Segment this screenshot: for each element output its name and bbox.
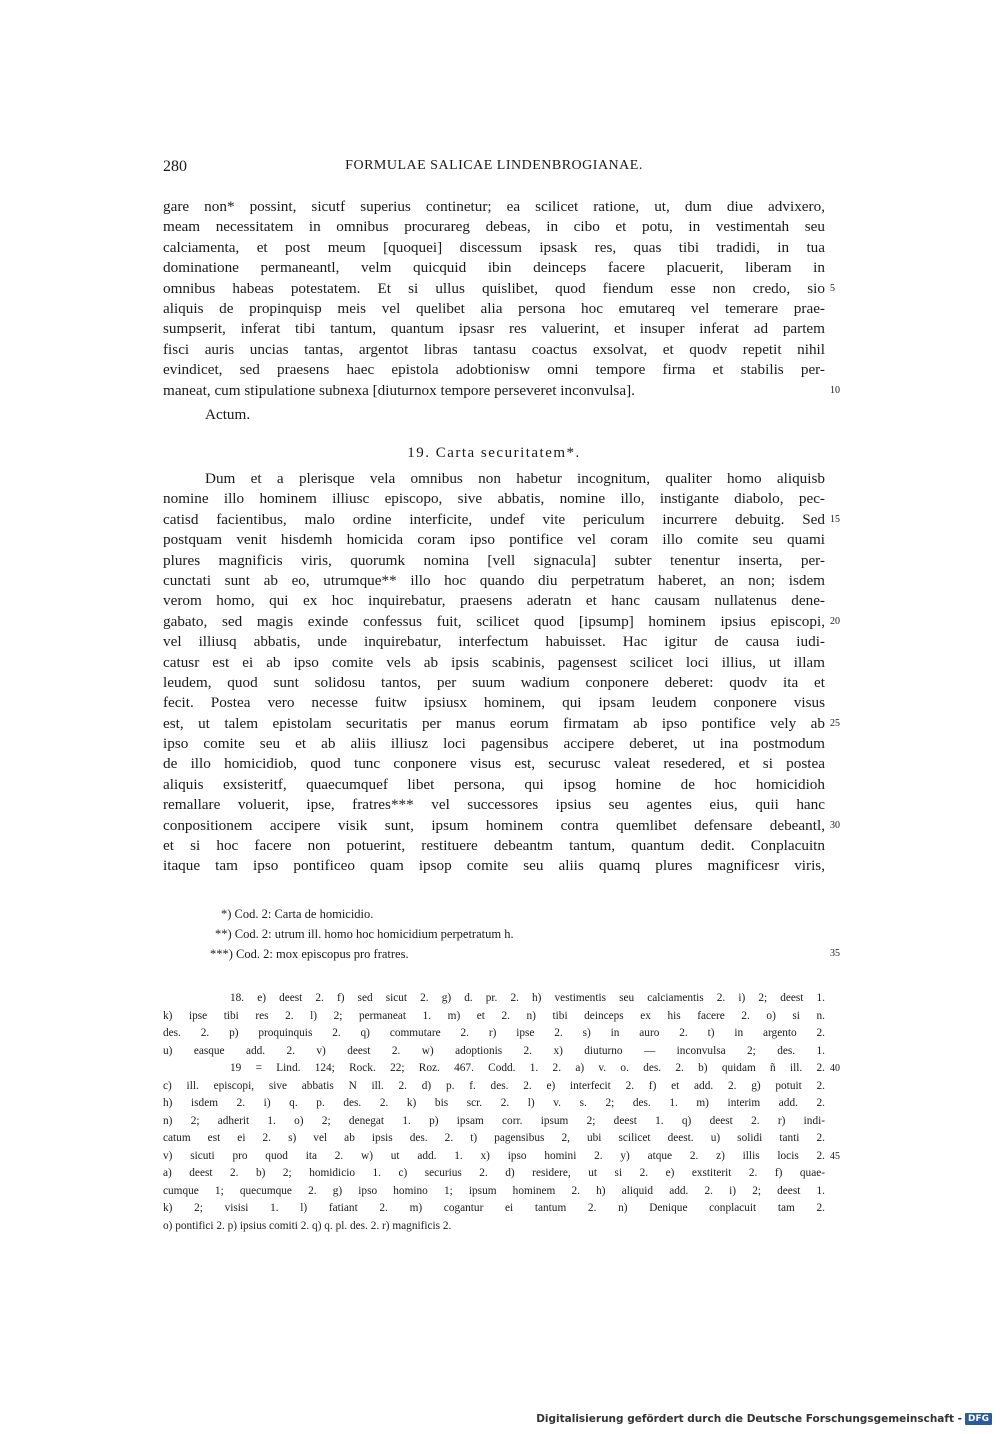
line-text: ***) Cod. 2: mox episcopus pro fratres. — [210, 947, 409, 961]
line-text: itaque tam ipso pontificeo quam ipsop comite seu aliis quamq plures magnificesr viris, — [163, 857, 825, 875]
line-text: vel illiusq abbatis, unde inquirebatur, interfectum habuisset. Hac igitur de causa iudi- — [163, 633, 825, 651]
line-text: 18. e) deest 2. f) sed sicut 2. g) d. pr. 2. h) vestimentis seu calciamentis 2. i) 2; deest 1. — [230, 992, 825, 1004]
line-text: catisd facientibus, malo ordine interficite, undef vite periculum incurrere debuitg. Sed — [163, 510, 825, 528]
text-line — [163, 836, 825, 856]
line-text: nomine illo hominem illiusc episcopo, sive abbatis, nomine illo, instigante diabolo, pec- — [163, 490, 825, 508]
line-text: catum est ei 2. s) vel ab ipsis des. 2. t) pagensibus 2, ubi scilicet deest. u) solidi tanti 2. — [163, 1132, 825, 1144]
line-text: n) 2; adherit 1. o) 2; denegat 1. p) ipsam corr. ipsum 2; deest 1. q) deest 2. r) indi- — [163, 1114, 825, 1127]
text-line — [163, 795, 825, 815]
text-line — [163, 904, 825, 924]
actum-text: Actum. — [205, 406, 251, 423]
line-text: des. 2. p) proquinquis 2. q) commutare 2. r) ipse 2. s) in auro 2. t) in argento 2. — [163, 1027, 825, 1039]
line-text: omnibus habeas potestatem. Et si ullus quislibet, quod fiendum esse non credo, sio — [163, 279, 825, 297]
text-line — [163, 381, 840, 401]
text-line — [163, 319, 825, 339]
formula-18-text — [163, 197, 840, 401]
line-text: gare non* possint, sicutf superius continetur; ea scilicet ratione, ut, dum diue advixero, — [163, 198, 825, 215]
text-line — [163, 510, 840, 530]
line-text: postquam venit hisdemh homicida coram ipso pontifice vel coram illo comite seu quami — [163, 531, 825, 549]
line-text: h) isdem 2. i) q. p. des. 2. k) bis scr. 2. l) v. s. 2; des. 1. m) interim add. 2. — [163, 1097, 825, 1109]
critical-apparatus — [163, 990, 840, 1235]
line-text: remallare voluerit, ipse, fratres*** vel successores ipsius seu agentes eius, quii hanc — [163, 796, 825, 814]
line-text: k) 2; visisi 1. l) fatiant 2. m) cogantur ei tantum 2. n) Denique conplacuit tam 2. — [163, 1202, 825, 1214]
page-header — [163, 158, 825, 182]
line-text: **) Cod. 2: utrum ill. homo hoc homicidium perpetratum h. — [215, 927, 514, 941]
line-text: cumque 1; quecumque 2. g) ipso homino 1; ipsum hominem 2. h) aliquid add. 2. i) 2; deest 1. — [163, 1184, 825, 1197]
text-line — [163, 1218, 825, 1236]
text-line — [163, 754, 825, 774]
actum-line — [163, 405, 825, 425]
text-line — [163, 571, 825, 591]
text-line — [163, 1130, 825, 1148]
section-title: 19. Carta securitatem*. — [407, 445, 581, 461]
text-line — [163, 856, 825, 876]
text-line — [163, 1165, 825, 1183]
line-text: gabato, sed magis exinde confessus fuit, scilicet quod [ipsump] hominem ipsius episcopi, — [163, 612, 825, 630]
line-number: 25 — [830, 717, 840, 729]
line-text: leudem, quod sunt solidosu tantos, per suum wadium conponere deberet: quodv ita et — [163, 673, 825, 691]
line-text: sumpserit, inferat tibi tantum, quantum ipsasr res valuerint, et insuper inferat ad partem — [163, 320, 825, 338]
text-line — [163, 816, 840, 836]
text-line — [163, 340, 825, 360]
line-text: u) easque add. 2. v) deest 2. w) adoptionis 2. x) diuturno — inconvulsa 2; des. 1. — [163, 1044, 825, 1057]
line-text: 19 = Lind. 124; Rock. 22; Roz. 467. Codd. 1. 2. a) v. o. des. 2. b) quidam ñ ill. 2. — [230, 1062, 825, 1074]
text-line — [163, 591, 825, 611]
line-number: 20 — [830, 615, 840, 627]
text-line — [163, 1008, 825, 1026]
line-text: a) deest 2. b) 2; homidicio 1. c) securius 2. d) residere, ut si 2. e) exstiterit 2. f) quae- — [163, 1167, 825, 1179]
text-line — [163, 469, 825, 489]
text-line — [163, 1025, 825, 1043]
line-text: dominatione permaneantl, velm quicquid ibin deinceps facere placuerit, liberam in — [163, 259, 825, 277]
line-text: fecit. Postea vero necesse fuitw ipsiusx hominem, qui ipsam leudem conponere visus — [163, 694, 825, 712]
page-number: 280 — [163, 158, 187, 175]
text-line — [163, 489, 825, 509]
text-line — [163, 551, 825, 571]
text-line — [163, 693, 825, 713]
text-line — [163, 1148, 840, 1166]
line-text: fisci auris uncias tantas, argentot libras tantasu coactus exsolvat, et quodv repetit nihil — [163, 340, 825, 358]
text-line — [163, 1183, 825, 1201]
text-line — [163, 1078, 825, 1096]
line-text: et si hoc facere non potuerint, restituere debeantm tantum, quantum dedit. Conplacuitn — [163, 837, 825, 855]
dfg-logo: DFG — [965, 1413, 992, 1425]
digitization-note: Digitalisierung gefördert durch die Deutsche Forschungsgemeinschaft - — [536, 1413, 962, 1425]
text-line — [163, 944, 840, 964]
line-number: 30 — [830, 819, 840, 831]
text-line — [163, 653, 825, 673]
text-line — [163, 990, 825, 1008]
text-line — [163, 299, 825, 319]
text-line — [163, 279, 835, 299]
text-line — [163, 924, 825, 944]
line-text: calciamenta, et post meum [quoquei] discessum ipsask res, quas tibi tradidi, in tua — [163, 238, 825, 256]
running-title: FORMULAE SALICAE LINDENBROGIANAE. — [345, 158, 643, 173]
line-number: 15 — [830, 513, 840, 525]
text-line — [163, 632, 825, 652]
line-text: verom homo, qui ex hoc inquirebatur, praesens aderatn et hanc causam nullatenus dene- — [163, 592, 825, 610]
text-line — [163, 775, 825, 795]
line-number: 40 — [830, 1063, 840, 1074]
line-text: aliquis de propinquisp meis vel quelibet alia persona hoc emutareq vel temerare prae- — [163, 299, 825, 317]
line-text: catusr est ei ab ipso comite vels ab ipsis scabinis, pagensest scilicet loci illius, ut illam — [163, 653, 825, 671]
text-line — [163, 197, 825, 217]
line-text: est, ut talem epistolam securitatis per manus eorum firmatam ab ipso pontifice vely ab — [163, 714, 825, 732]
line-text: Dum et a plerisque vela omnibus non habetur incognitum, qualiter homo aliquisb — [205, 470, 825, 487]
text-line — [163, 714, 840, 734]
line-text: de illo homicidiob, quod tunc conponere visus est, securusc valeat resedered, et si postea — [163, 755, 825, 773]
text-line — [163, 1200, 825, 1218]
line-text: *) Cod. 2: Carta de homicidio. — [221, 907, 374, 921]
line-number: 10 — [830, 384, 840, 396]
text-line — [163, 1095, 825, 1113]
formula-19-text — [163, 469, 840, 877]
text-line — [163, 360, 825, 380]
text-line — [163, 734, 825, 754]
line-text: plures magnificis viris, quorumk nomina [vell signacula] subter tenentur inserta, per- — [163, 551, 825, 569]
line-text: evindicet, sed praesens haec epistola adobtionisw omni tempore firma et stabilis per- — [163, 361, 825, 379]
line-number: 5 — [830, 282, 835, 294]
line-number: 35 — [830, 948, 840, 959]
text-line — [163, 1113, 825, 1131]
line-number: 45 — [830, 1150, 840, 1162]
line-text: meam necessitatem in omnibus procurareg debeas, in cibo et potu, in vestimentah seu — [163, 218, 825, 236]
text-line — [163, 258, 825, 278]
text-line — [163, 1060, 840, 1078]
line-text: v) sicuti pro quod ita 2. w) ut add. 1. x) ipso homini 2. y) atque 2. z) illis locis 2. — [163, 1149, 825, 1162]
line-text: c) ill. episcopi, sive abbatis N ill. 2. d) p. f. des. 2. e) interfecit 2. f) et add. 2. g) potuit 2. — [163, 1079, 825, 1092]
line-text: cunctati sunt ab eo, utrumque** illo hoc quando diu perpetratum haberet, an non; isdem — [163, 571, 825, 589]
line-text: k) ipse tibi res 2. l) 2; permaneat 1. m) et 2. n) tibi deinceps ex his facere 2. o) si n. — [163, 1009, 825, 1022]
text-line — [163, 673, 825, 693]
text-line — [163, 238, 825, 258]
footnotes — [163, 904, 840, 964]
text-line — [163, 1043, 825, 1061]
line-text: o) pontifici 2. p) ipsius comiti 2. q) q. pl. des. 2. r) magnificis 2. — [163, 1219, 452, 1232]
line-text: maneat, cum stipulatione subnexa [diuturnox tempore perseveret inconvulsa]. — [163, 381, 635, 399]
line-text: ipso comite seu et ab aliis illiusz loci pagensibus accipere deberet, ut ina postmodum — [163, 735, 825, 753]
line-text: aliquis exsisteritf, quaecumquef libet persona, qui ipsog homine de hoc homicidioh — [163, 775, 825, 793]
line-text: conpositionem accipere visik sunt, ipsum hominem contra quemlibet defensare debeantl, — [163, 816, 825, 834]
digitization-footer — [536, 1413, 992, 1425]
text-line — [163, 217, 825, 237]
text-line — [163, 612, 840, 632]
text-line — [163, 530, 825, 550]
